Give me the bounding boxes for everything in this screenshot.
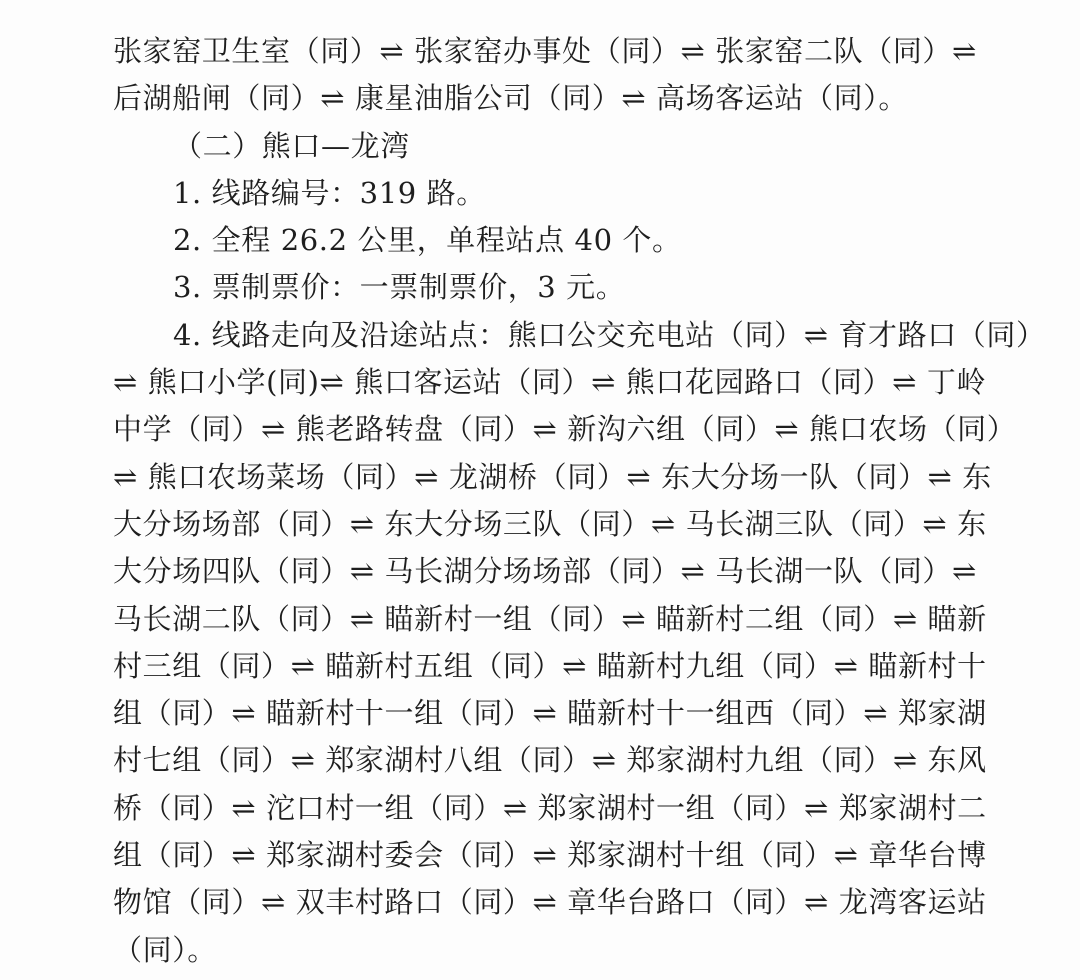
route-stops-line: 大分场四队（同）⇌ 马长湖分场场部（同）⇌ 马长湖一队（同）⇌ (113, 554, 977, 589)
route-stops-line: 马长湖二队（同）⇌ 瞄新村一组（同）⇌ 瞄新村二组（同）⇌ 瞄新 (113, 601, 987, 636)
route-stops-line: 村三组（同）⇌ 瞄新村五组（同）⇌ 瞄新村九组（同）⇌ 瞄新村十 (113, 648, 987, 683)
fare-line: 3. 票制票价：一票制票价，3 元。 (173, 270, 626, 305)
route-stops-line: 中学（同）⇌ 熊老路转盘（同）⇌ 新沟六组（同）⇌ 熊口农场（同） (113, 412, 1017, 447)
route-stops-line: ⇌ 熊口小学(同)⇌ 熊口客运站（同）⇌ 熊口花园路口（同）⇌ 丁岭 (113, 365, 987, 400)
text-line-station-list-cont: 张家窑卫生室（同）⇌ 张家窑办事处（同）⇌ 张家窑二队（同）⇌ (113, 34, 977, 68)
document-body (113, 28, 1046, 974)
route-stops-intro-line: 4. 线路走向及沿途站点：熊口公交充电站（同）⇌ 育才路口（同） (173, 317, 1046, 352)
route-stops-final-line: （同）。 (113, 932, 217, 967)
route-stops-line: 大分场场部（同）⇌ 东大分场三队（同）⇌ 马长湖三队（同）⇌ 东 (113, 506, 987, 541)
route-stops-line: 组（同）⇌ 瞄新村十一组（同）⇌ 瞄新村十一组西（同）⇌ 郑家湖 (113, 696, 987, 731)
route-stops-line: 桥（同）⇌ 沱口村一组（同）⇌ 郑家湖村一组（同）⇌ 郑家湖村二 (113, 790, 987, 825)
route-stops-line: ⇌ 熊口农场菜场（同）⇌ 龙湖桥（同）⇌ 东大分场一队（同）⇌ 东 (113, 459, 992, 494)
section-heading-route: （二）熊口—龙湾 (173, 128, 410, 163)
route-number-line: 1. 线路编号：319 路。 (173, 175, 486, 210)
route-length-line: 2. 全程 26.2 公里，单程站点 40 个。 (173, 223, 682, 258)
route-stops-line: 组（同）⇌ 郑家湖村委会（同）⇌ 郑家湖村十组（同）⇌ 章华台博 (113, 838, 987, 873)
route-stops-line: 物馆（同）⇌ 双丰村路口（同）⇌ 章华台路口（同）⇌ 龙湾客运站 (113, 885, 987, 920)
text-line-station-list-end: 后湖船闸（同）⇌ 康星油脂公司（同）⇌ 高场客运站（同）。 (113, 81, 908, 116)
route-stops-line: 村七组（同）⇌ 郑家湖村八组（同）⇌ 郑家湖村九组（同）⇌ 东风 (113, 743, 987, 778)
